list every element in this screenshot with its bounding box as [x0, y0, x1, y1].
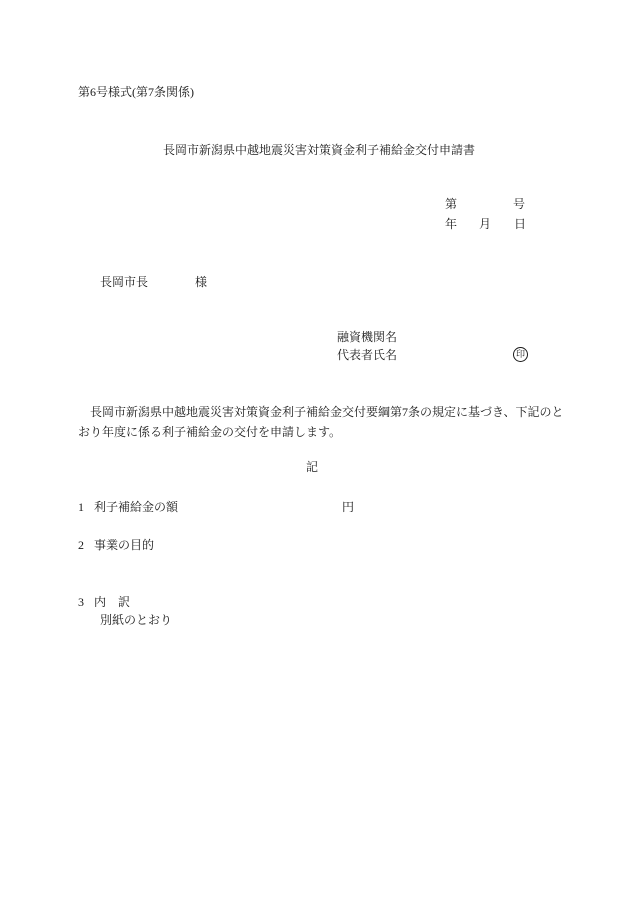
item-note: 別紙のとおり	[100, 613, 173, 627]
date-day: 日	[514, 217, 527, 231]
document-title: 長岡市新潟県中越地震災害対策資金利子補給金交付申請書	[163, 143, 476, 157]
item-label: 内 訳	[94, 595, 131, 609]
addressee-name: 長岡市長	[100, 275, 149, 289]
item-unit: 円	[342, 500, 355, 514]
item-number: 2	[78, 538, 84, 552]
representative-label: 代表者氏名	[337, 348, 398, 362]
document-number-suffix: 号	[513, 197, 526, 211]
item-number: 3	[78, 595, 84, 609]
institution-label: 融資機関名	[337, 330, 398, 344]
date-year: 年	[445, 217, 458, 231]
ki-heading: 記	[306, 460, 319, 474]
body-line-2: おり年度に係る利子補給金の交付を申請します。	[78, 425, 342, 439]
form-number: 第6号様式(第7条関係)	[78, 85, 194, 99]
item-label: 事業の目的	[94, 538, 155, 552]
item-number: 1	[78, 500, 84, 514]
item-label: 利子補給金の額	[94, 500, 179, 514]
body-line-1: 長岡市新潟県中越地震災害対策資金利子補給金交付要綱第7条の規定に基づき、下記のと	[90, 405, 564, 419]
document-number-prefix: 第	[445, 197, 458, 211]
date-month: 月	[479, 217, 492, 231]
seal-mark: 印	[513, 347, 528, 362]
addressee-honorific: 様	[195, 275, 208, 289]
